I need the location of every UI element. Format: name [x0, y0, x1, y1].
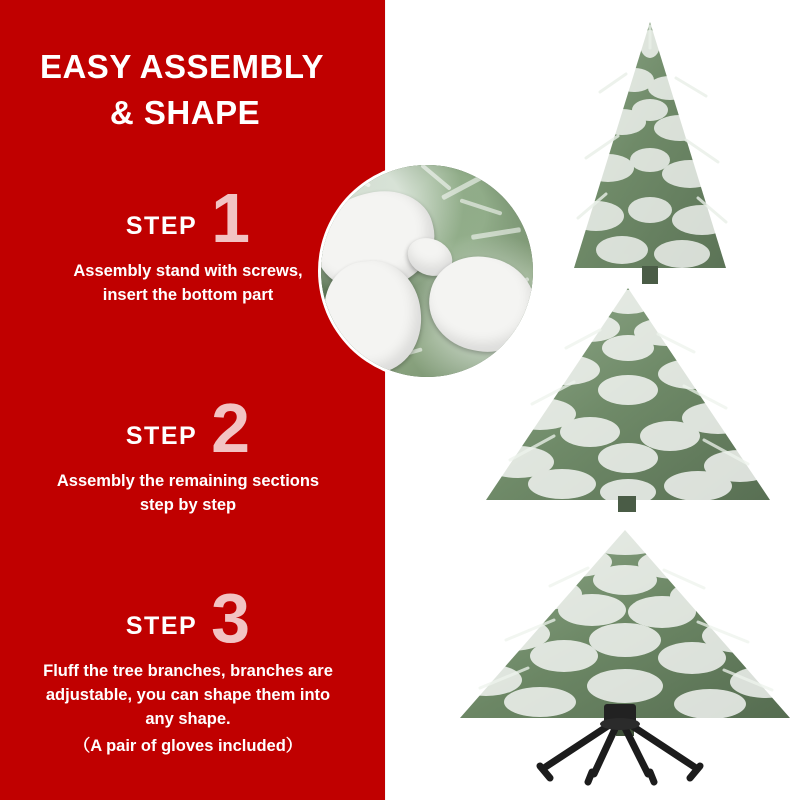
- step-1-label: STEP: [125, 211, 198, 240]
- tree-middle-section: [470, 286, 786, 534]
- step-3: [8, 579, 368, 759]
- headline-line-2: & SHAPE: [109, 93, 261, 131]
- step-2-label: STEP: [125, 421, 198, 450]
- headline-line-1: EASY ASSEMBLY: [39, 48, 325, 85]
- step-2-number: 2: [211, 389, 251, 467]
- step-3-heading: [8, 579, 368, 657]
- step-3-number: 3: [211, 579, 251, 657]
- step-3-note: （A pair of gloves included）: [73, 736, 303, 755]
- step-2-text: Assembly the remaining sections step by step: [56, 472, 320, 514]
- page-title: [0, 44, 360, 135]
- tree-top-section: [530, 18, 770, 290]
- step-1-number: 1: [211, 179, 251, 257]
- step-2: [8, 389, 368, 518]
- tree-stand: [520, 700, 720, 786]
- step-3-text: Fluff the tree branches, branches are adjustable, you can shape them into any shape.: [43, 662, 333, 728]
- step-3-label: STEP: [125, 611, 198, 640]
- step-1-heading: [8, 179, 368, 257]
- step-1: [8, 179, 368, 308]
- step-1-text: Assembly stand with screws, insert the bottom part: [73, 262, 303, 304]
- step-2-heading: [8, 389, 368, 467]
- panel-divider: [385, 0, 386, 800]
